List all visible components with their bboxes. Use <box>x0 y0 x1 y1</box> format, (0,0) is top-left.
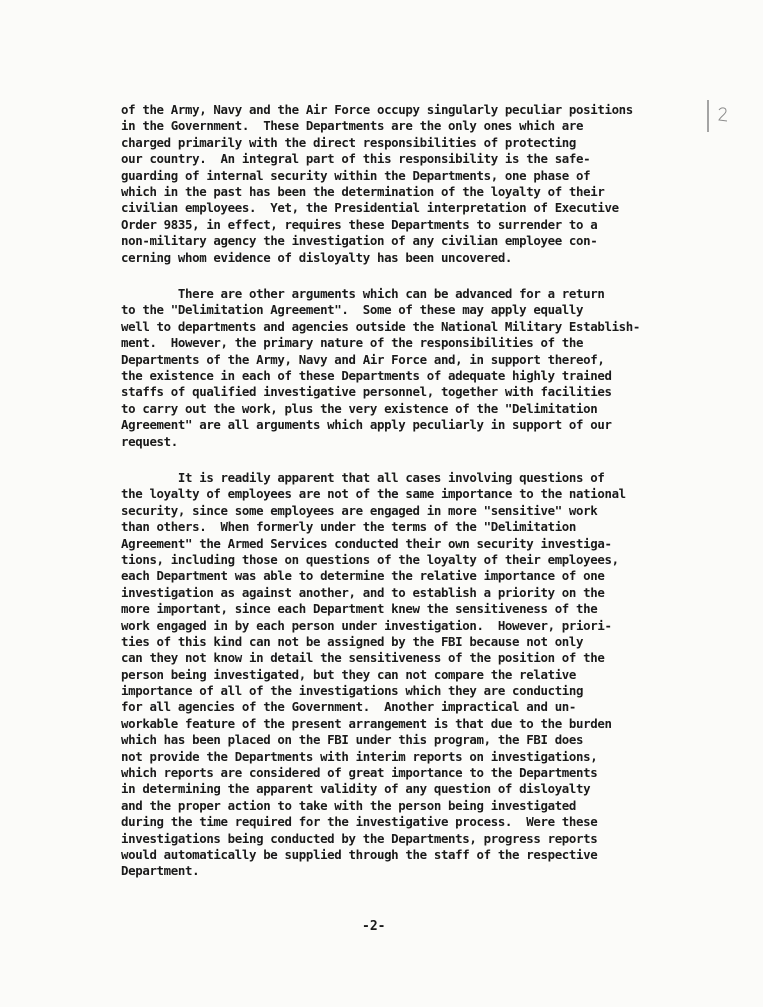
text-line: more important, since each Department knew the sensitiveness of the <box>121 601 598 617</box>
paragraph-2 <box>121 286 711 450</box>
text-line: Department. <box>121 863 200 879</box>
text-line: staffs of qualified investigative personnel, together with facilities <box>121 384 612 400</box>
paragraph-3 <box>121 470 711 880</box>
text-line: which reports are considered of great importance to the Departments <box>121 765 598 781</box>
text-line: to carry out the work, plus the very existence of the "Delimitation <box>121 400 598 416</box>
text-line: in determining the apparent validity of any question of disloyalty <box>121 781 591 797</box>
text-line: charged primarily with the direct responsibilities of protecting <box>121 134 577 150</box>
text-line: investigations being conducted by the Departments, progress reports <box>121 830 598 846</box>
text-line: during the time required for the investigative process. Were these <box>121 814 598 830</box>
text-line: which has been placed on the FBI under this program, the FBI does <box>121 732 584 748</box>
text-line: would automatically be supplied through the staff of the respective <box>121 846 598 862</box>
text-line: request. <box>121 433 178 449</box>
text-line: not provide the Departments with interim reports on investigations, <box>121 748 598 764</box>
text-line: to the "Delimitation Agreement". Some of these may apply equally <box>121 302 584 318</box>
text-line: each Department was able to determine the relative importance of one <box>121 568 605 584</box>
text-line: civilian employees. Yet, the Presidential interpretation of Executive <box>121 200 619 216</box>
text-line: for all agencies of the Government. Another impractical and un- <box>121 699 577 715</box>
text-line: can they not know in detail the sensitiveness of the position of the <box>121 650 605 666</box>
text-line: cerning whom evidence of disloyalty has been uncovered. <box>121 249 513 265</box>
text-line: ment. However, the primary nature of the responsibilities of the <box>121 335 584 351</box>
paragraph-1 <box>121 102 711 266</box>
text-line: well to departments and agencies outside the National Military Establish- <box>121 318 641 334</box>
text-line: It is readily apparent that all cases involving questions of <box>121 470 605 485</box>
text-line: importance of all of the investigations which they are conducting <box>121 683 584 699</box>
text-line: of the Army, Navy and the Air Force occupy singularly peculiar positions <box>121 102 633 117</box>
text-line: non-military agency the investigation of any civilian employee con- <box>121 233 598 249</box>
text-line: workable feature of the present arrangement is that due to the burden <box>121 715 612 731</box>
text-line: tions, including those on questions of the loyalty of their employees, <box>121 551 619 567</box>
text-line: guarding of internal security within the Departments, one phase of <box>121 167 591 183</box>
text-line: the existence in each of these Departments of adequate highly trained <box>121 367 612 383</box>
text-line: work engaged in by each person under investigation. However, priori- <box>121 617 612 633</box>
text-line: Agreement" are all arguments which apply peculiarly in support of our <box>121 417 612 433</box>
text-line: Order 9835, in effect, requires these Departments to surrender to a <box>121 216 598 232</box>
text-line: security, since some employees are engaged in more "sensitive" work <box>121 502 598 518</box>
text-line: ties of this kind can not be assigned by the FBI because not only <box>121 633 584 649</box>
text-line: person being investigated, but they can not compare the relative <box>121 666 577 682</box>
text-line: the loyalty of employees are not of the same importance to the national <box>121 486 626 502</box>
text-line: our country. An integral part of this responsibility is the safe- <box>121 151 591 167</box>
text-line: which in the past has been the determination of the loyalty of their <box>121 183 605 199</box>
text-line: Departments of the Army, Navy and Air Force and, in support thereof, <box>121 351 605 367</box>
text-line: investigation as against another, and to establish a priority on the <box>121 584 605 600</box>
text-line: in the Government. These Departments are the only ones which are <box>121 118 584 134</box>
text-line: Agreement" the Armed Services conducted their own security investiga- <box>121 535 612 551</box>
text-line: than others. When formerly under the terms of the "Delimitation <box>121 519 577 535</box>
text-line: and the proper action to take with the person being investigated <box>121 797 577 813</box>
text-line: There are other arguments which can be advanced for a return <box>121 286 605 301</box>
page-number: -2- <box>362 919 386 934</box>
